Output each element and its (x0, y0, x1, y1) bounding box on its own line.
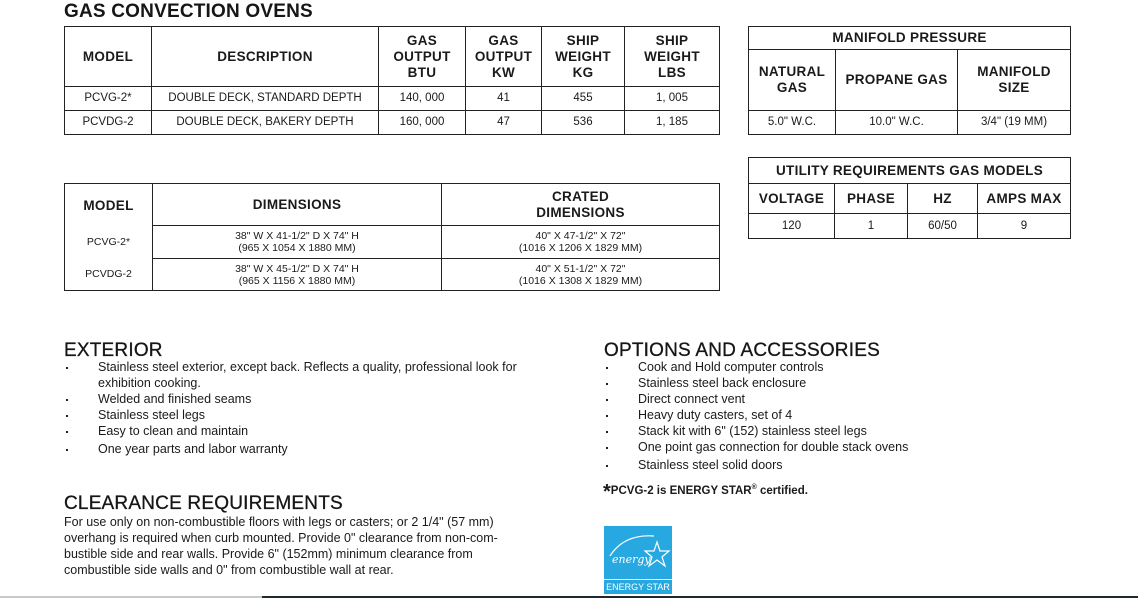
cell-voltage: 120 (749, 214, 835, 239)
energy-star-label: ENERGY STAR (604, 580, 672, 594)
options-heading: OPTIONS AND ACCESSORIES (604, 340, 880, 361)
options-list (604, 359, 1004, 473)
header-ship-weight-kg: SHIP WEIGHT KG (542, 27, 625, 87)
list-item: One year parts and labor warranty (64, 441, 524, 457)
cell-hz: 60/50 (908, 214, 978, 239)
header-ship-weight-lbs: SHIP WEIGHT LBS (625, 27, 720, 87)
header-model: MODEL (65, 27, 152, 87)
list-item: Stack kit with 6" (152) stainless steel legs (604, 423, 1004, 439)
manifold-header-row (749, 50, 1071, 111)
header-phase: PHASE (835, 184, 908, 214)
cell-model: PCVDG-2 (65, 111, 152, 135)
list-item: Stainless steel solid doors (604, 457, 1004, 473)
header-description: DESCRIPTION (152, 27, 379, 87)
cell-crated-dimensions: 40" X 51-1/2" X 72" (1016 X 1308 X 1829 MM) (442, 259, 720, 291)
energy-star-logo-top (604, 526, 672, 579)
table-row (749, 111, 1071, 135)
header-gas-output-btu: GAS OUTPUT BTU (379, 27, 466, 87)
table-row (65, 87, 720, 111)
header-model: MODEL (65, 184, 153, 226)
registered-mark: ® (751, 484, 757, 492)
dimensions-table (64, 183, 720, 291)
clearance-line: For use only on non-combustible floors with legs or casters; or 2 1/4" (57 mm) (64, 515, 494, 529)
energy-star-logo (604, 526, 672, 594)
manifold-title: MANIFOLD PRESSURE (749, 27, 1071, 50)
cell-crated-dimensions: 40" X 47-1/2" X 72" (1016 X 1206 X 1829 MM) (442, 226, 720, 259)
asterisk-mark: * (603, 481, 611, 503)
header-manifold-size: MANIFOLD SIZE (958, 50, 1071, 111)
header-crated-dimensions: CRATED DIMENSIONS (442, 184, 720, 226)
header-amps-max: AMPS MAX (978, 184, 1071, 214)
header-gas-output-kw: GAS OUTPUT KW (466, 27, 542, 87)
cell-propane-gas: 10.0" W.C. (836, 111, 958, 135)
table-row (65, 226, 720, 259)
utility-title-row (749, 158, 1071, 184)
energy-script-text: energy (612, 553, 651, 566)
exterior-list (64, 359, 524, 457)
table-row (65, 259, 720, 291)
manifold-pressure-table (748, 26, 1071, 135)
cell-phase: 1 (835, 214, 908, 239)
cell-kw: 41 (466, 87, 542, 111)
energy-star-icon (604, 526, 672, 579)
header-hz: HZ (908, 184, 978, 214)
list-item: Stainless steel exterior, except back. Reflects a quality, professional look for exhibition cooking. (64, 359, 524, 391)
cell-dimensions: 38" W X 45-1/2" D X 74" H (965 X 1156 X 1880 MM) (153, 259, 442, 291)
energy-note-text: PCVG-2 is ENERGY STAR (610, 485, 752, 497)
header-natural-gas: NATURAL GAS (749, 50, 836, 111)
list-item: Cook and Hold computer controls (604, 359, 1004, 375)
header-propane-gas: PROPANE GAS (836, 50, 958, 111)
cell-model: PCVDG-2 (65, 259, 153, 291)
utility-title: UTILITY REQUIREMENTS GAS MODELS (749, 158, 1071, 184)
cell-model: PCVG-2* (65, 87, 152, 111)
list-item: Easy to clean and maintain (64, 423, 524, 439)
specs-header-row (65, 27, 720, 87)
header-dimensions: DIMENSIONS (153, 184, 442, 226)
utility-header-row (749, 184, 1071, 214)
dimensions-header-row (65, 184, 720, 226)
clearance-text (64, 514, 534, 578)
cell-model: PCVG-2* (65, 226, 153, 259)
clearance-heading: CLEARANCE REQUIREMENTS (64, 493, 343, 514)
cell-kg: 536 (542, 111, 625, 135)
specs-table (64, 26, 720, 135)
energy-note-suffix: certified. (756, 485, 808, 497)
energy-star-note (603, 477, 808, 503)
utility-requirements-table (748, 157, 1071, 239)
list-item: Stainless steel legs (64, 407, 524, 423)
cell-description: DOUBLE DECK, BAKERY DEPTH (152, 111, 379, 135)
list-item: Heavy duty casters, set of 4 (604, 407, 1004, 423)
list-item: Welded and finished seams (64, 391, 524, 407)
cell-lbs: 1, 185 (625, 111, 720, 135)
cell-lbs: 1, 005 (625, 87, 720, 111)
cell-kw: 47 (466, 111, 542, 135)
cell-natural-gas: 5.0" W.C. (749, 111, 836, 135)
exterior-heading: EXTERIOR (64, 340, 163, 361)
list-item: One point gas connection for double stack ovens (604, 439, 1004, 455)
table-row (749, 214, 1071, 239)
clearance-line: bustible side and rear walls. Provide 6" (152mm) minimum clearance from (64, 547, 473, 561)
cell-kg: 455 (542, 87, 625, 111)
cell-btu: 160, 000 (379, 111, 466, 135)
manifold-title-row (749, 27, 1071, 50)
page-title: GAS CONVECTION OVENS (64, 1, 313, 22)
list-item: Direct connect vent (604, 391, 1004, 407)
header-voltage: VOLTAGE (749, 184, 835, 214)
cell-manifold-size: 3/4" (19 MM) (958, 111, 1071, 135)
cell-dimensions: 38" W X 41-1/2" D X 74" H (965 X 1054 X 1880 MM) (153, 226, 442, 259)
table-row (65, 111, 720, 135)
cell-btu: 140, 000 (379, 87, 466, 111)
cell-description: DOUBLE DECK, STANDARD DEPTH (152, 87, 379, 111)
cell-amps-max: 9 (978, 214, 1071, 239)
list-item: Stainless steel back enclosure (604, 375, 1004, 391)
clearance-line: overhang is required when curb mounted. Provide 0" clearance from non-com- (64, 531, 498, 545)
clearance-line: combustible side walls and 0" from combustible wall at rear. (64, 563, 394, 577)
